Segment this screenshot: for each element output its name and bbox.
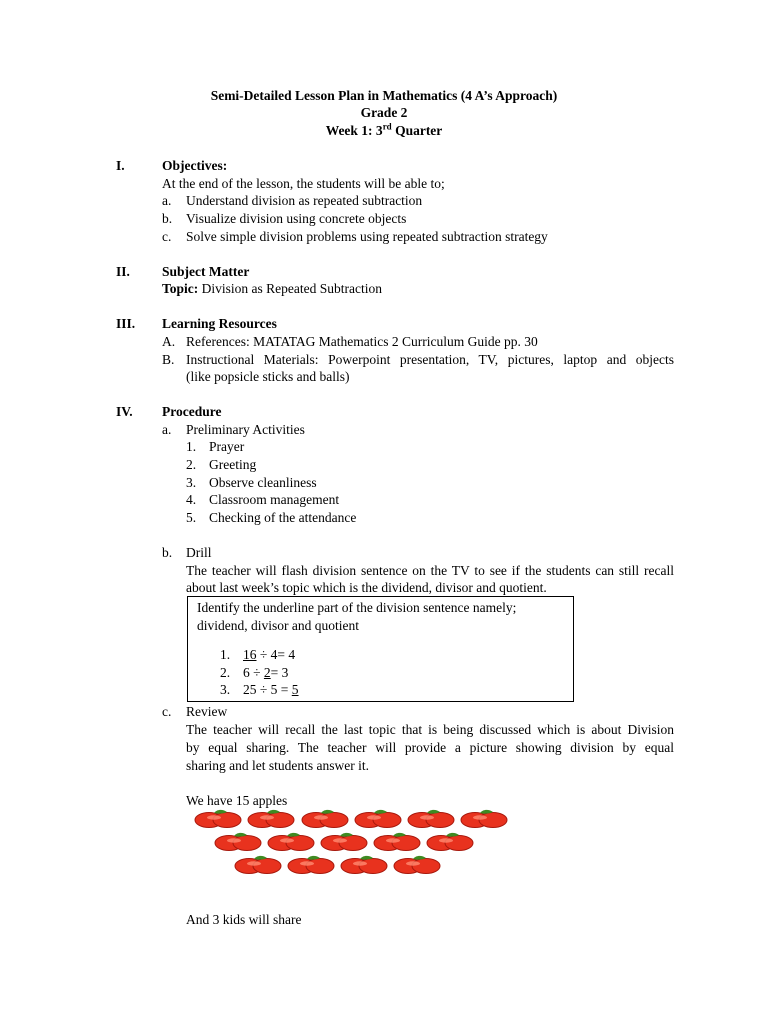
- resource-references: References: MATATAG Mathematics 2 Curriculum Guide pp. 30: [186, 334, 538, 349]
- activity-item: Greeting: [209, 457, 257, 472]
- topic-label: Topic:: [162, 281, 199, 296]
- objective-marker: c.: [162, 229, 172, 244]
- section-heading-procedure: Procedure: [162, 404, 222, 419]
- activity-marker: 4.: [186, 492, 197, 507]
- section-numeral-subject-matter: II.: [116, 264, 130, 279]
- apple-icon: [195, 810, 241, 828]
- apple-icon: [248, 810, 294, 828]
- apple-icon: [302, 810, 348, 828]
- section-heading-objectives: Objectives:: [162, 158, 228, 173]
- procedure-marker: b.: [162, 545, 173, 560]
- drill-box-instruction-cont: dividend, divisor and quotient: [197, 618, 359, 633]
- activity-item: Classroom management: [209, 492, 340, 507]
- topic-line: [162, 280, 382, 298]
- drill-problem: 25 ÷ 5 = 5: [243, 682, 299, 697]
- review-description-end: sharing and let students answer it.: [186, 758, 369, 773]
- resource-marker: A.: [162, 334, 176, 349]
- activity-marker: 1.: [186, 439, 197, 454]
- apple-icon: [268, 833, 314, 851]
- drill-problem-marker: 1.: [220, 647, 231, 662]
- apple-icon: [408, 810, 454, 828]
- grade-label: Grade 2: [360, 105, 408, 120]
- drill-problem: 6 ÷ 2= 3: [243, 665, 289, 680]
- drill-box-instruction: Identify the underline part of the division sentence namely;: [197, 600, 517, 615]
- objective-marker: b.: [162, 211, 173, 226]
- drill-problem: 16 ÷ 4= 4: [243, 647, 296, 662]
- objectives-intro: At the end of the lesson, the students will be able to;: [162, 176, 445, 191]
- underlined-part: 2: [263, 665, 271, 680]
- activity-marker: 5.: [186, 510, 197, 525]
- section-numeral-objectives: I.: [116, 158, 125, 173]
- apple-icon: [394, 856, 440, 874]
- activity-marker: 3.: [186, 475, 197, 490]
- drill-description-cont: about last week’s topic which is the dividend, divisor and quotient.: [186, 580, 547, 595]
- section-numeral-learning-resources: III.: [116, 316, 136, 331]
- objective-marker: a.: [162, 193, 172, 208]
- apple-icon: [355, 810, 401, 828]
- apple-icon: [215, 833, 261, 851]
- apples-illustration: [188, 806, 508, 878]
- drill-problem-marker: 3.: [220, 682, 231, 697]
- resource-materials: Instructional Materials: Powerpoint presentation, TV, pictures, laptop and objects: [186, 352, 674, 367]
- objective-item: Solve simple division problems using repeated subtraction strategy: [186, 229, 548, 244]
- apple-icon: [461, 810, 507, 828]
- kids-caption: And 3 kids will share: [186, 912, 302, 927]
- review-description-cont: by equal sharing. The teacher will provide a picture showing division by equal: [186, 740, 674, 755]
- apple-icon: [427, 833, 473, 851]
- drill-problem-marker: 2.: [220, 665, 231, 680]
- apple-icon: [321, 833, 367, 851]
- objective-item: Visualize division using concrete objects: [186, 211, 407, 226]
- week-quarter-label: Week 1: 3rd Quarter: [325, 121, 443, 138]
- document-title: Semi-Detailed Lesson Plan in Mathematics (4 A’s Approach): [210, 88, 558, 103]
- procedure-marker: c.: [162, 704, 172, 719]
- drill-label: Drill: [186, 545, 212, 560]
- activity-item: Prayer: [209, 439, 245, 454]
- apple-icon: [374, 833, 420, 851]
- section-heading-subject-matter: Subject Matter: [162, 264, 250, 279]
- underlined-part: 5: [291, 682, 299, 697]
- activity-marker: 2.: [186, 457, 197, 472]
- apple-icon: [288, 856, 334, 874]
- section-heading-learning-resources: Learning Resources: [162, 316, 277, 331]
- resource-marker: B.: [162, 352, 175, 367]
- apple-icon: [341, 856, 387, 874]
- apples-caption: We have 15 apples: [186, 793, 288, 808]
- apple-icon: [235, 856, 281, 874]
- review-description: The teacher will recall the last topic that is being discussed which is about Division: [186, 722, 674, 737]
- objective-item: Understand division as repeated subtraction: [186, 193, 423, 208]
- activity-item: Checking of the attendance: [209, 510, 357, 525]
- drill-description: The teacher will flash division sentence on the TV to see if the students can still recall: [186, 563, 674, 578]
- procedure-marker: a.: [162, 422, 172, 437]
- preliminary-activities-label: Preliminary Activities: [186, 422, 305, 437]
- underlined-part: 16: [243, 647, 257, 662]
- resource-materials-cont: (like popsicle sticks and balls): [186, 369, 350, 384]
- topic-value: Division as Repeated Subtraction: [198, 281, 382, 296]
- review-label: Review: [186, 704, 228, 719]
- activity-item: Observe cleanliness: [209, 475, 317, 490]
- section-numeral-procedure: IV.: [116, 404, 133, 419]
